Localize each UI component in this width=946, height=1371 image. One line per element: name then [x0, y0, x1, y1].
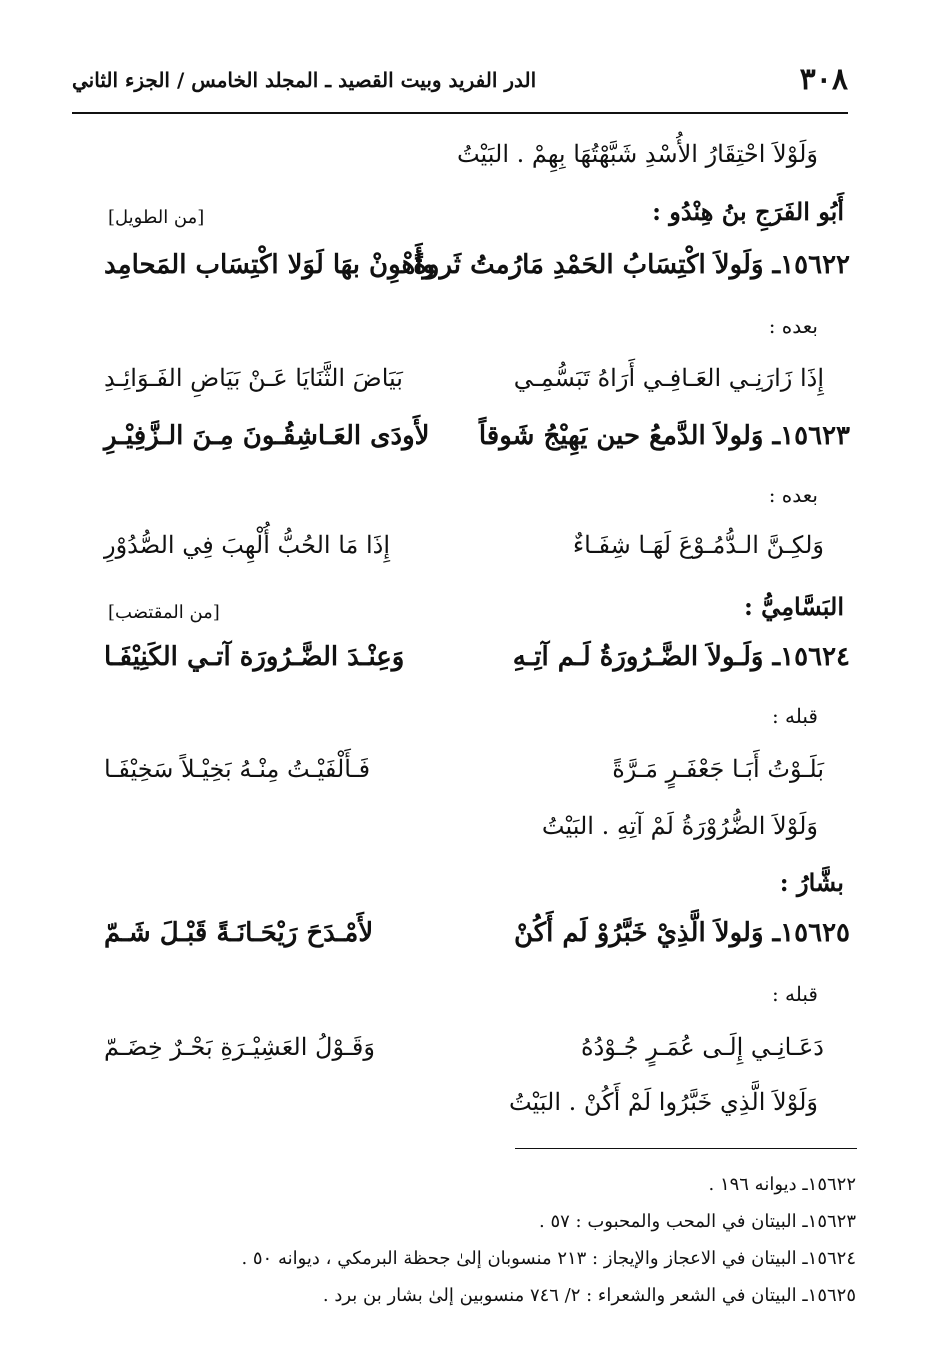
verse-second-hemistich: وَعِنْـدَ الضَّـرُورَة آتـي الكَنِيْفَـا — [104, 642, 405, 672]
verse-line — [104, 918, 850, 962]
text-line: وَلَوْلاَ احْتِقَارُ الأُسْدِ شَبَّهْتُهَا بِهِمْ . البَيْتُ — [456, 140, 818, 168]
verse-second-hemistich: لأَمْـدَحَ رَيْحَـانَـةً قَبْـلَ شَـمّ — [104, 918, 374, 948]
verse-first-hemistich: وَلكِـنَّ الـدُّمُـوْعَ لَهَـا شِفَـاءٌ — [572, 531, 824, 559]
text-line: وَلَوْلاَ الَّذِي خَبَّرُوا لَمْ أَكُنْ . البَيْتُ — [508, 1088, 818, 1116]
verse-first-hemistich: ١٥٦٢٣ـ وَلولاَ الدَّمعُ حين يَهِيْجُ شَوقاً — [478, 421, 850, 451]
footnote: ١٥٦٢٣ـ البيتان في المحب والمحبوب : ٥٧ . — [539, 1211, 856, 1232]
label-ba3dah: بعده : — [768, 483, 818, 507]
meter-label: [من المقتضب] — [108, 602, 220, 623]
poet-name: أَبُو الفَرَجِ بنُ هِنْدُو : — [652, 197, 844, 226]
verse-line — [104, 250, 850, 294]
verse-line — [104, 364, 850, 408]
footnote-rule — [515, 1148, 857, 1149]
verse-first-hemistich: بَلَـوْتُ أَبَـا جَعْفَـرٍ مَـرَّةً — [612, 755, 824, 783]
page-number: ٣٠٨ — [799, 62, 848, 97]
verse-line — [104, 1033, 850, 1077]
verse-first-hemistich: ١٥٦٢٤ـ وَلَـولاَ الضَّـرُورَةُ لَـم آتِـهِ — [512, 642, 850, 672]
footnote: ١٥٦٢٥ـ البيتان في الشعر والشعراء : ٢/ ٧٤٦ منسوبين إلىٰ بشار بن برد . — [322, 1285, 856, 1306]
label-qablah: قبله : — [771, 982, 818, 1006]
running-title: الدر الفريد وبيت القصيد ـ المجلد الخامس / الجزء الثاني — [72, 68, 537, 92]
verse-line — [104, 531, 850, 575]
verse-first-hemistich: ١٥٦٢٥ـ وَلولاَ الَّذِيْ خَبَّرُوْ لَم أَكُنْ — [513, 918, 850, 948]
meter-label: [من الطويل] — [108, 207, 205, 228]
verse-second-hemistich: إِذَا مَا الحُبُّ أُلْهِبَ فِي الصُّدُوْرِ — [104, 531, 391, 559]
verse-line — [104, 421, 850, 465]
footnote: ١٥٦٢٢ـ ديوانه ١٩٦ . — [708, 1174, 856, 1195]
verse-line — [104, 642, 850, 686]
footnote: ١٥٦٢٤ـ البيتان في الاعجاز والإيجاز : ٢١٣ منسوبان إلىٰ جحظة البرمكي ، ديوانه ٥٠ . — [241, 1248, 856, 1269]
verse-second-hemistich: وأَهْوِنْ بهَا لَوَلا اكْتِسَاب المَحامِد — [104, 250, 436, 280]
verse-second-hemistich: لأَودَى العَـاشِقُـونَ مِـنَ الـزَّفِيْـرِ — [104, 421, 430, 451]
verse-second-hemistich: بَيَاضَ الثَّنَايَا عَـنْ بَيَاضِ الفَـوَائِـدِ — [104, 364, 403, 392]
verse-first-hemistich: دَعَـانِـي إِلَـى عُمَـرٍ جُـوْدُهُ — [581, 1033, 824, 1061]
verse-second-hemistich: فَـأَلْفَيْـتُ مِنْـهُ بَخِيْـلاً سَخِيْفَـا — [104, 755, 371, 783]
verse-second-hemistich: وَقَـوْلُ العَشِيْـرَةِ بَحْـرٌ خِضَـمّ — [104, 1033, 375, 1061]
verse-first-hemistich: ١٥٦٢٢ـ وَلَولاَ اكْتِسَابُ الحَمْدِ مَارُمتُ ثَروةً — [413, 250, 850, 280]
label-qablah: قبله : — [771, 704, 818, 728]
poet-name: البَسَّامِيُّ : — [743, 592, 844, 621]
verse-first-hemistich: إِذَا زَارَنِـي العَـافِـي أَرَاهُ تَبَسُّمِـي — [513, 364, 824, 392]
page-header — [72, 62, 848, 110]
poet-name: بشَّارُ : — [779, 868, 844, 897]
verse-line — [104, 755, 850, 799]
text-line: وَلَوْلاَ الضُّرُوْرَةُ لَمْ آتِهِ . البَيْتُ — [541, 812, 818, 840]
label-ba3dah: بعده : — [768, 314, 818, 338]
header-rule — [72, 112, 848, 114]
